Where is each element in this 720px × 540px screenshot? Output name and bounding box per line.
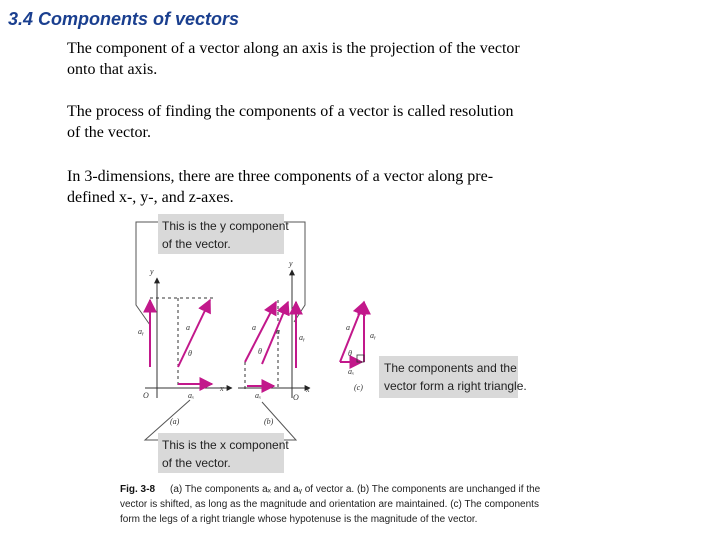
caption-line: form the legs of a right triangle whose hypotenuse is the magnitude of the vector. <box>120 514 478 525</box>
comp-y-label: aᵧ <box>299 333 305 342</box>
vector-label: a <box>346 323 350 332</box>
comp-y-label: aᵧ <box>370 331 376 340</box>
vector-arrow <box>340 302 364 362</box>
callout-right-line: vector form a right triangle. <box>384 379 527 393</box>
panel-b <box>238 259 310 426</box>
callout-y-leader <box>136 222 158 325</box>
callout-y-line: of the vector. <box>162 237 231 251</box>
origin-label: O <box>293 393 299 402</box>
vector-label: a <box>186 323 190 332</box>
vector-label: a <box>276 327 280 336</box>
slide-title: 3.4 Components of vectors <box>8 9 240 29</box>
right-angle-mark <box>357 355 364 362</box>
caption-line: vector is shifted, as long as the magnitude and orientation are maintained. (c) The components <box>120 499 539 510</box>
axis-x-label: x <box>220 384 224 393</box>
paragraph-line: defined x-, y-, and z-axes. <box>67 189 234 206</box>
panel-label: (c) <box>354 383 363 392</box>
caption-line: (a) The components aₓ and aᵧ of vector a. (b) The components are unchanged if the <box>170 484 541 495</box>
vector-label: a <box>252 323 256 332</box>
panel-label: (b) <box>264 417 274 426</box>
paragraph-line: The component of a vector along an axis is the projection of the vector <box>67 40 520 57</box>
panel-a <box>138 267 232 426</box>
callout-y-line: This is the y component <box>162 219 289 233</box>
vector-arrow <box>178 300 210 367</box>
angle-label: θ <box>188 349 192 358</box>
comp-x-label: aₓ <box>348 367 355 376</box>
axis-y-label: y <box>150 267 154 276</box>
paragraph-line: onto that axis. <box>67 61 158 78</box>
caption-label: Fig. 3-8 <box>120 484 156 495</box>
paragraph-line: In 3-dimensions, there are three components of a vector along pre- <box>67 168 494 185</box>
paragraph-line: of the vector. <box>67 124 151 141</box>
vector-arrow-shifted <box>262 302 288 364</box>
comp-x-label: aₓ <box>188 391 195 400</box>
callout-y-leader <box>284 222 305 322</box>
callout-right-line: The components and the <box>384 361 517 375</box>
axis-x-label: x <box>306 385 310 394</box>
comp-y-label: aᵧ <box>138 327 144 336</box>
panel-label: (a) <box>170 417 180 426</box>
paragraph-line: The process of finding the components of a vector is called resolution <box>67 103 514 120</box>
comp-x-label: aₓ <box>255 391 262 400</box>
callout-x-line: of the vector. <box>162 456 231 470</box>
callout-x-line: This is the x component <box>162 438 289 452</box>
origin-label: O <box>143 391 149 400</box>
angle-label: θ <box>258 347 262 356</box>
axis-y-label: y <box>289 259 293 268</box>
angle-label: θ <box>348 349 352 358</box>
panel-c <box>340 302 376 392</box>
